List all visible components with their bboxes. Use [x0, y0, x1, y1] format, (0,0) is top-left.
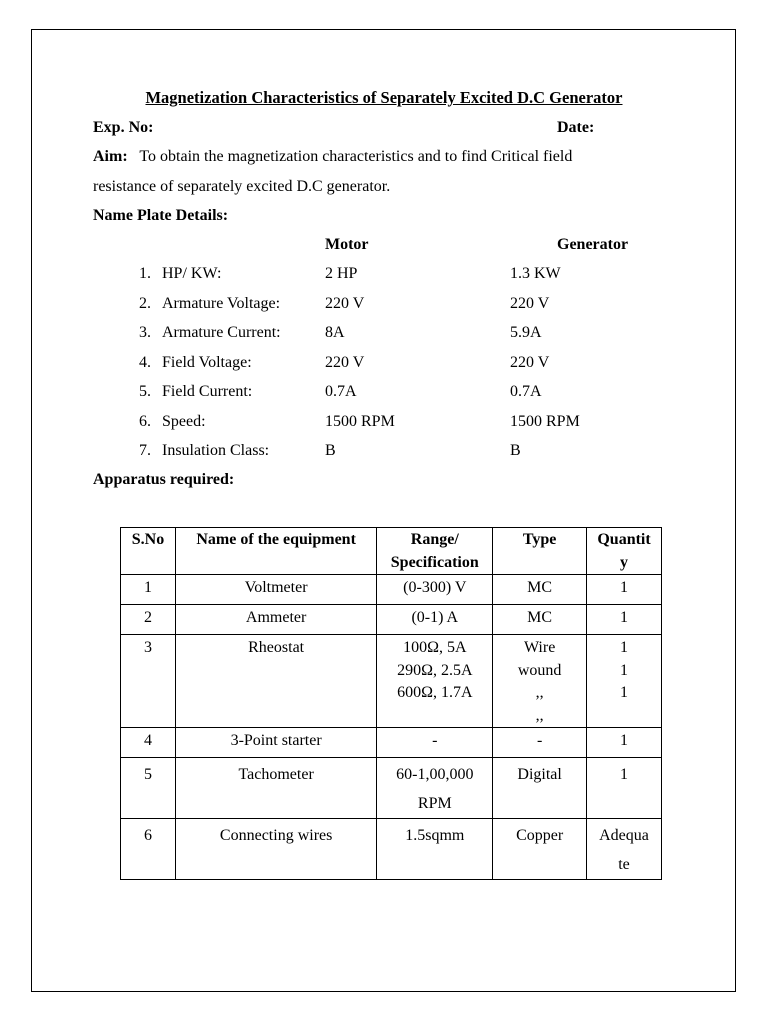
- sno-cell: 3: [121, 635, 176, 728]
- row-label: Field Current:: [162, 383, 253, 400]
- row-number: 6.: [139, 412, 151, 430]
- quantity-line: 1: [620, 639, 629, 656]
- name-plate-row: [0, 294, 768, 314]
- quantity-cell: [587, 758, 662, 819]
- sno-cell: 6: [121, 819, 176, 880]
- sno-cell: 5: [121, 758, 176, 819]
- generator-header: Generator: [557, 236, 629, 253]
- header-range: [377, 528, 493, 575]
- name-plate-row: [0, 323, 768, 343]
- table-row: [121, 575, 662, 605]
- name-plate-row: [0, 353, 768, 373]
- header-quantity: [587, 528, 662, 575]
- name-plate-row: [0, 412, 768, 432]
- motor-value: 220 V: [325, 294, 365, 312]
- name-plate-heading: Name Plate Details:: [93, 207, 229, 224]
- equipment-name-cell: Rheostat: [175, 635, 376, 728]
- equipment-name-cell: Ammeter: [175, 605, 376, 635]
- quantity-cell: [587, 605, 662, 635]
- table-row: [121, 728, 662, 758]
- range-line: 100Ω, 5A: [403, 639, 467, 656]
- sno-cell: 4: [121, 728, 176, 758]
- equipment-name-cell: 3-Point starter: [175, 728, 376, 758]
- range-line: -: [432, 732, 438, 749]
- generator-value: 0.7A: [510, 383, 542, 400]
- type-cell: [493, 819, 587, 880]
- row-number: 5.: [139, 383, 151, 400]
- row-label: Speed:: [162, 412, 206, 430]
- range-line: RPM: [417, 795, 452, 812]
- range-line: 60-1,00,000: [396, 766, 474, 783]
- type-line: Digital: [517, 766, 562, 783]
- quantity-cell: [587, 575, 662, 605]
- equipment-name-cell: Voltmeter: [175, 575, 376, 605]
- name-plate-row: [0, 264, 768, 284]
- range-cell: [377, 605, 493, 635]
- generator-value: 220 V: [510, 353, 550, 371]
- range-line: (0-300) V: [403, 579, 467, 596]
- type-cell: [493, 758, 587, 819]
- name-plate-row: [0, 382, 768, 402]
- aim-line-1: [93, 147, 572, 167]
- quantity-line: te: [618, 856, 630, 873]
- motor-header: Motor: [325, 236, 369, 253]
- motor-value: 2 HP: [325, 265, 358, 282]
- row-label: Armature Voltage:: [162, 294, 281, 312]
- header-type: Type: [493, 528, 587, 575]
- generator-value: B: [510, 442, 521, 459]
- row-label: Armature Current:: [162, 324, 281, 341]
- sno-cell: 2: [121, 605, 176, 635]
- range-line: 290Ω, 2.5A: [397, 661, 473, 679]
- generator-value: 1500 RPM: [510, 412, 580, 430]
- row-number: 2.: [139, 294, 151, 312]
- header-range-line-2: Specification: [390, 553, 479, 571]
- quantity-line: Adequa: [599, 827, 649, 844]
- type-line: ,,: [535, 684, 544, 701]
- range-line: 1.5sqmm: [405, 827, 465, 844]
- generator-value: 5.9A: [510, 324, 542, 341]
- type-line: MC: [527, 579, 553, 596]
- quantity-line: 1: [620, 684, 629, 701]
- range-cell: [377, 575, 493, 605]
- table-row: [121, 605, 662, 635]
- table-row: [121, 819, 662, 880]
- aim-text-1: To obtain the magnetization characteristics and to find Critical field: [139, 148, 573, 165]
- type-cell: [493, 575, 587, 605]
- header-equipment-name: Name of the equipment: [175, 528, 376, 575]
- motor-value: 1500 RPM: [325, 412, 395, 430]
- type-line: Copper: [516, 827, 564, 844]
- aim-text-2: resistance of separately excited D.C generator.: [93, 178, 391, 195]
- type-cell: [493, 635, 587, 728]
- quantity-cell: [587, 635, 662, 728]
- aim-label: Aim:: [93, 148, 128, 165]
- exp-no-label: Exp. No:: [93, 119, 154, 136]
- type-line: ,,: [535, 706, 544, 724]
- date-label: Date:: [557, 119, 595, 136]
- document-title: Magnetization Characteristics of Separately Excited D.C Generator: [145, 88, 623, 107]
- quantity-line: 1: [620, 732, 629, 749]
- motor-value: B: [325, 442, 336, 459]
- header-quantity-line-1: Quantit: [597, 531, 651, 548]
- sno-cell: 1: [121, 575, 176, 605]
- range-cell: [377, 819, 493, 880]
- type-line: wound: [517, 661, 562, 679]
- header-range-line-1: Range/: [410, 531, 459, 548]
- generator-value: 220 V: [510, 294, 550, 312]
- table-row: [121, 635, 662, 728]
- type-line: MC: [527, 609, 553, 626]
- quantity-cell: [587, 819, 662, 880]
- quantity-line: 1: [620, 579, 629, 596]
- quantity-line: 1: [620, 661, 629, 679]
- range-line: 600Ω, 1.7A: [397, 684, 473, 701]
- type-cell: [493, 728, 587, 758]
- type-line: Wire: [523, 639, 556, 656]
- table-row: [121, 758, 662, 819]
- row-number: 1.: [139, 265, 151, 282]
- apparatus-heading: Apparatus required:: [93, 471, 235, 488]
- row-number: 4.: [139, 353, 151, 371]
- apparatus-table: [120, 527, 662, 880]
- quantity-cell: [587, 728, 662, 758]
- generator-value: 1.3 KW: [510, 265, 561, 282]
- equipment-name-cell: Connecting wires: [175, 819, 376, 880]
- header-sno: S.No: [121, 528, 176, 575]
- range-cell: [377, 758, 493, 819]
- row-label: HP/ KW:: [162, 265, 222, 282]
- type-line: -: [536, 732, 543, 749]
- row-number: 3.: [139, 324, 151, 341]
- table-header-row: [121, 528, 662, 575]
- row-number: 7.: [139, 442, 151, 459]
- range-line: (0-1) A: [411, 609, 459, 626]
- range-cell: [377, 635, 493, 728]
- quantity-line: 1: [620, 766, 629, 783]
- row-label: Field Voltage:: [162, 353, 252, 371]
- equipment-name-cell: Tachometer: [175, 758, 376, 819]
- motor-value: 0.7A: [325, 383, 357, 400]
- row-label: Insulation Class:: [162, 442, 270, 459]
- quantity-line: 1: [620, 609, 629, 626]
- motor-value: 220 V: [325, 353, 365, 371]
- name-plate-row: [0, 441, 768, 461]
- header-quantity-line-2: y: [620, 553, 629, 571]
- motor-value: 8A: [325, 324, 345, 341]
- type-cell: [493, 605, 587, 635]
- range-cell: [377, 728, 493, 758]
